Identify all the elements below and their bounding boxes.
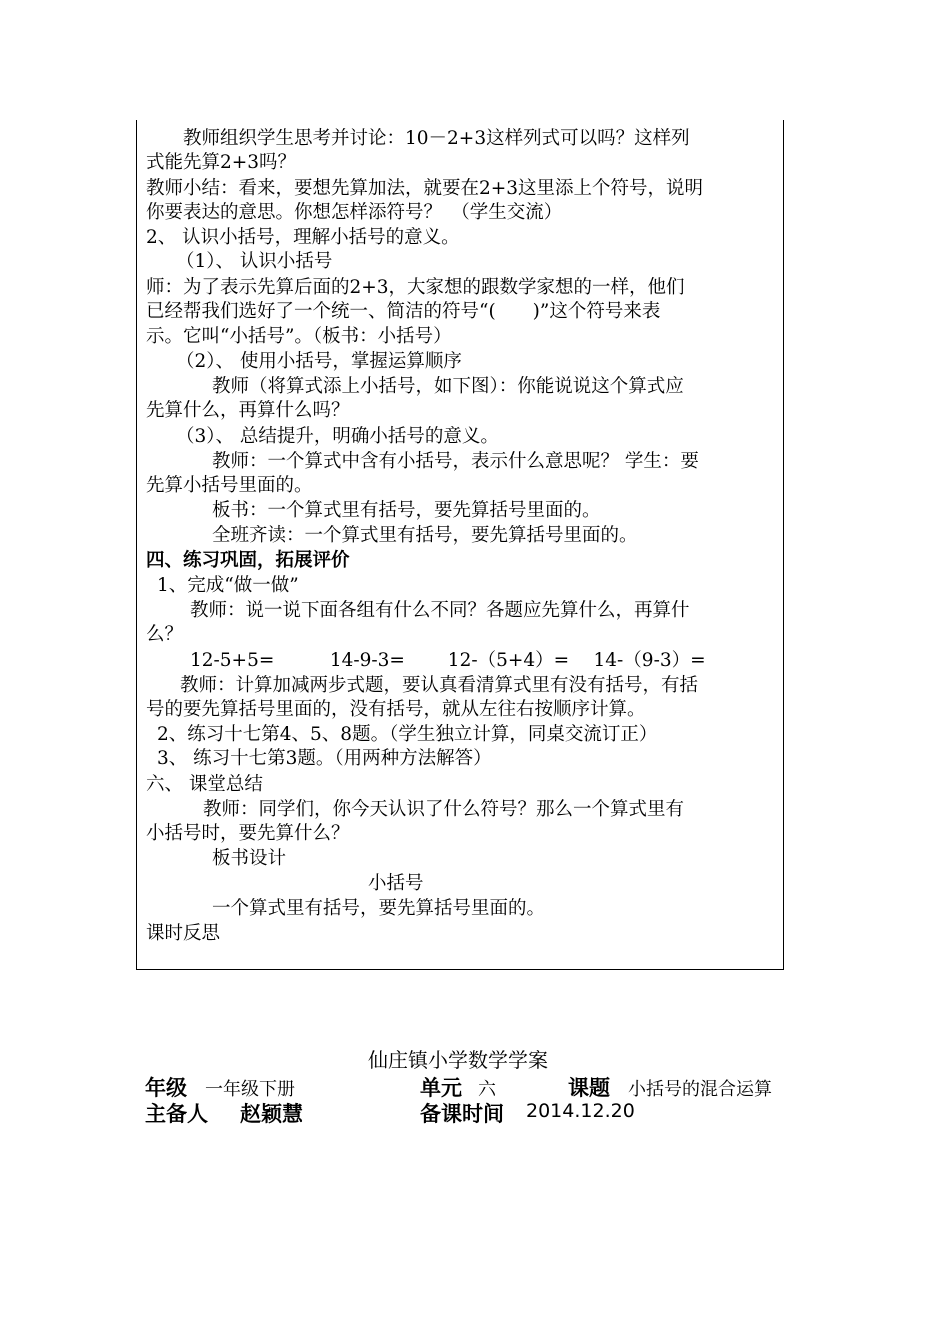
text-line: 六、 课堂总结 xyxy=(146,774,263,795)
text-line: 2、 认识小括号，理解小括号的意义。 xyxy=(146,227,460,248)
board-title: 小括号 xyxy=(368,873,424,894)
text-line: 号的要先算括号里面的，没有括号，就从左往右按顺序计算。 xyxy=(146,699,646,720)
date-label: 备课时间 xyxy=(420,1102,504,1126)
text-line: 你要表达的意思。你想怎样添符号？ （学生交流） xyxy=(146,202,563,223)
text-line: 3、 练习十七第3题。（用两种方法解答） xyxy=(157,748,492,769)
text-line: 教师：计算加减两步式题，要认真看清算式里有没有括号，有括 xyxy=(180,675,699,696)
text-line: （1）、 认识小括号 xyxy=(176,251,333,272)
text-line: 么？ xyxy=(146,624,184,645)
text-line: 教师小结：看来，要想先算加法，就要在2+3这里添上个符号，说明 xyxy=(146,178,704,199)
section-heading: 四、练习巩固，拓展评价 xyxy=(146,550,350,571)
text-line: 板书设计 xyxy=(212,848,287,869)
unit-value: 六 xyxy=(478,1079,496,1100)
unit-label: 单元 xyxy=(420,1076,462,1100)
page-title: 仙庄镇小学数学学案 xyxy=(368,1048,548,1072)
text-line: 2、练习十七第4、5、8题。（学生独立计算，同桌交流订正） xyxy=(157,724,658,745)
text-line: 教师：同学们，你今天认识了什么符号？那么一个算式里有 xyxy=(203,799,685,820)
text-line: 教师（将算式添上小括号，如下图）：你能说说这个算式应 xyxy=(212,376,684,397)
text-line: 先算什么，再算什么吗？ xyxy=(146,400,350,421)
text-line: 小括号时，要先算什么？ xyxy=(146,823,350,844)
text-line: （3）、 总结提升，明确小括号的意义。 xyxy=(176,426,499,447)
grade-value: 一年级下册 xyxy=(205,1079,295,1100)
text-line: 教师：一个算式中含有小括号，表示什么意思呢？ 学生：要 xyxy=(212,451,699,472)
text-line: 板书：一个算式里有括号，要先算括号里面的。 xyxy=(212,500,601,521)
text-line: （2）、 使用小括号，掌握运算顺序 xyxy=(176,351,462,372)
author-value: 赵颖慧 xyxy=(240,1102,303,1126)
grade-label: 年级 xyxy=(145,1076,187,1100)
reflection-label: 课时反思 xyxy=(146,923,221,944)
topic-label: 课题 xyxy=(568,1076,610,1100)
text-line: 示。它叫“小括号”。（板书：小括号） xyxy=(146,326,452,347)
text-line: 先算小括号里面的。 xyxy=(146,475,313,496)
text-line: 1、完成“做一做” xyxy=(157,575,299,596)
text-line: 已经帮我们选好了一个统一、简洁的符号“( )”这个符号来表 xyxy=(146,301,661,322)
topic-value: 小括号的混合运算 xyxy=(628,1079,772,1100)
text-line: 式能先算2+3吗？ xyxy=(146,152,297,173)
author-label: 主备人 xyxy=(145,1102,208,1126)
math-exercises: 12-5+5= 14-9-3= 12-（5+4）= 14-（9-3）= xyxy=(190,650,706,671)
text-line: 教师：说一说下面各组有什么不同？各题应先算什么，再算什 xyxy=(190,600,690,621)
text-line: 教师组织学生思考并讨论：10－2+3这样列式可以吗？这样列 xyxy=(146,128,690,149)
text-line: 师：为了表示先算后面的2+3，大家想的跟数学家想的一样，他们 xyxy=(146,277,685,298)
board-rule: 一个算式里有括号，要先算括号里面的。 xyxy=(212,898,546,919)
date-value: 2014.12.20 xyxy=(526,1100,635,1122)
text-line: 全班齐读：一个算式里有括号，要先算括号里面的。 xyxy=(212,525,638,546)
